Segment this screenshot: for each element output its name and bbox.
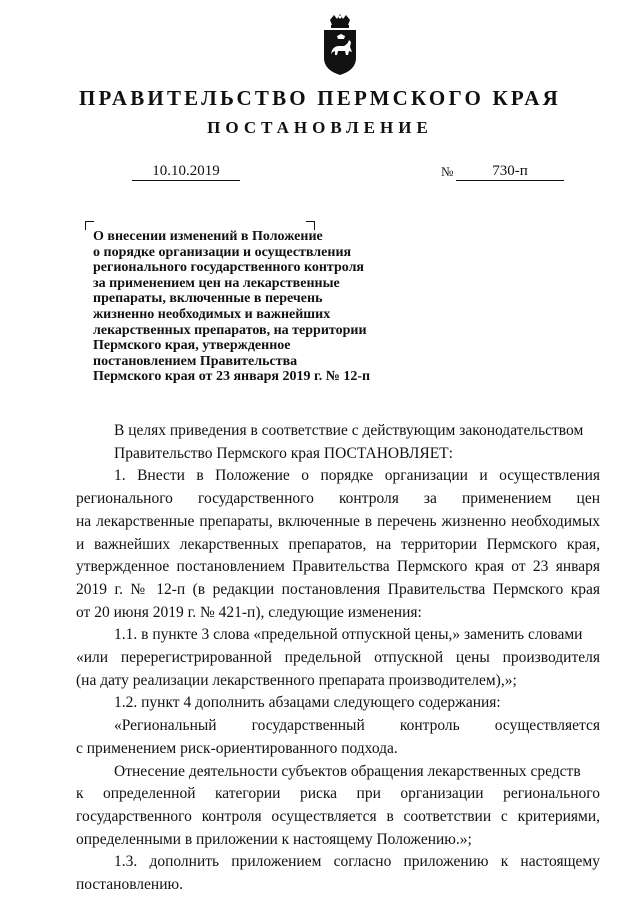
body-line: 2019 г. № 12-п (в редакции постановления Правительства Пермского края [76, 580, 600, 598]
body-line: постановлению. [76, 876, 183, 894]
subject-line: Пермского края от 23 января 2019 г. № 12-п [93, 369, 371, 385]
body-line: утвержденное постановлением Правительства Пермского края от 23 января [76, 558, 600, 576]
body-line: регионального государственного контроля за применением цен [76, 490, 600, 508]
number-sign: № [441, 164, 454, 179]
body-line: Правительство Пермского края ПОСТАНОВЛЯЕТ: [114, 444, 453, 462]
body-line: 1.3. дополнить приложением согласно приложению к настоящему [114, 853, 600, 871]
body-line: и важнейших лекарственных препаратов, на территории Пермского края, [76, 535, 600, 553]
body-line: 1.2. пункт 4 дополнить абзацами следующего содержания: [114, 694, 501, 712]
subject-line: Пермского края, утвержденное [93, 338, 291, 354]
body-line: (на дату реализации лекарственного препарата производителем),»; [76, 671, 517, 689]
body-line: «или перерегистрированной предельной отпускной цены производителя [76, 649, 600, 667]
subject-line: за применением цен на лекарственные [93, 275, 340, 291]
document-subject [93, 229, 433, 385]
coat-of-arms-emblem [318, 14, 362, 76]
body-line: определенными в приложении к настоящему Положению.»; [76, 830, 472, 848]
organization-title: ПРАВИТЕЛЬСТВО ПЕРМСКОГО КРАЯ [78, 86, 561, 110]
body-line: на лекарственные препараты, включенные в перечень жизненно необходимых [76, 512, 600, 530]
subject-line: О внесении изменений в Положение [93, 229, 323, 244]
body-line: Отнесение деятельности субъектов обращения лекарственных средств [114, 762, 581, 780]
subject-line: постановлением Правительства [93, 353, 298, 369]
document-type: ПОСТАНОВЛЕНИЕ [207, 118, 433, 137]
document-date: 10.10.2019 [132, 162, 240, 181]
document-number: 730-п [456, 162, 564, 181]
subject-line: регионального государственного контроля [93, 260, 365, 276]
subject-line: жизненно необходимых и важнейших [93, 306, 331, 322]
document-body [76, 420, 600, 897]
body-line: «Региональный государственный контроль осуществляется [114, 717, 600, 735]
body-line: государственного контроля осуществляется в соответствии с критериями, [76, 807, 600, 825]
body-line: В целях приведения в соответствие с действующим законодательством [114, 422, 584, 439]
body-line: 1. Внести в Положение о порядке организации и осуществления [114, 467, 600, 485]
subject-line: о порядке организации и осуществления [93, 244, 352, 260]
body-line: с применением риск-ориентированного подхода. [76, 739, 398, 757]
subject-line: лекарственных препаратов, на территории [93, 322, 367, 338]
body-line: от 20 июня 2019 г. № 421-п), следующие изменения: [76, 603, 422, 621]
subject-line: препараты, включенные в перечень [93, 291, 323, 307]
body-line: 1.1. в пункте 3 слова «предельной отпускной цены,» заменить словами [114, 626, 583, 644]
body-line: к определенной категории риска при организации регионального [76, 785, 600, 803]
